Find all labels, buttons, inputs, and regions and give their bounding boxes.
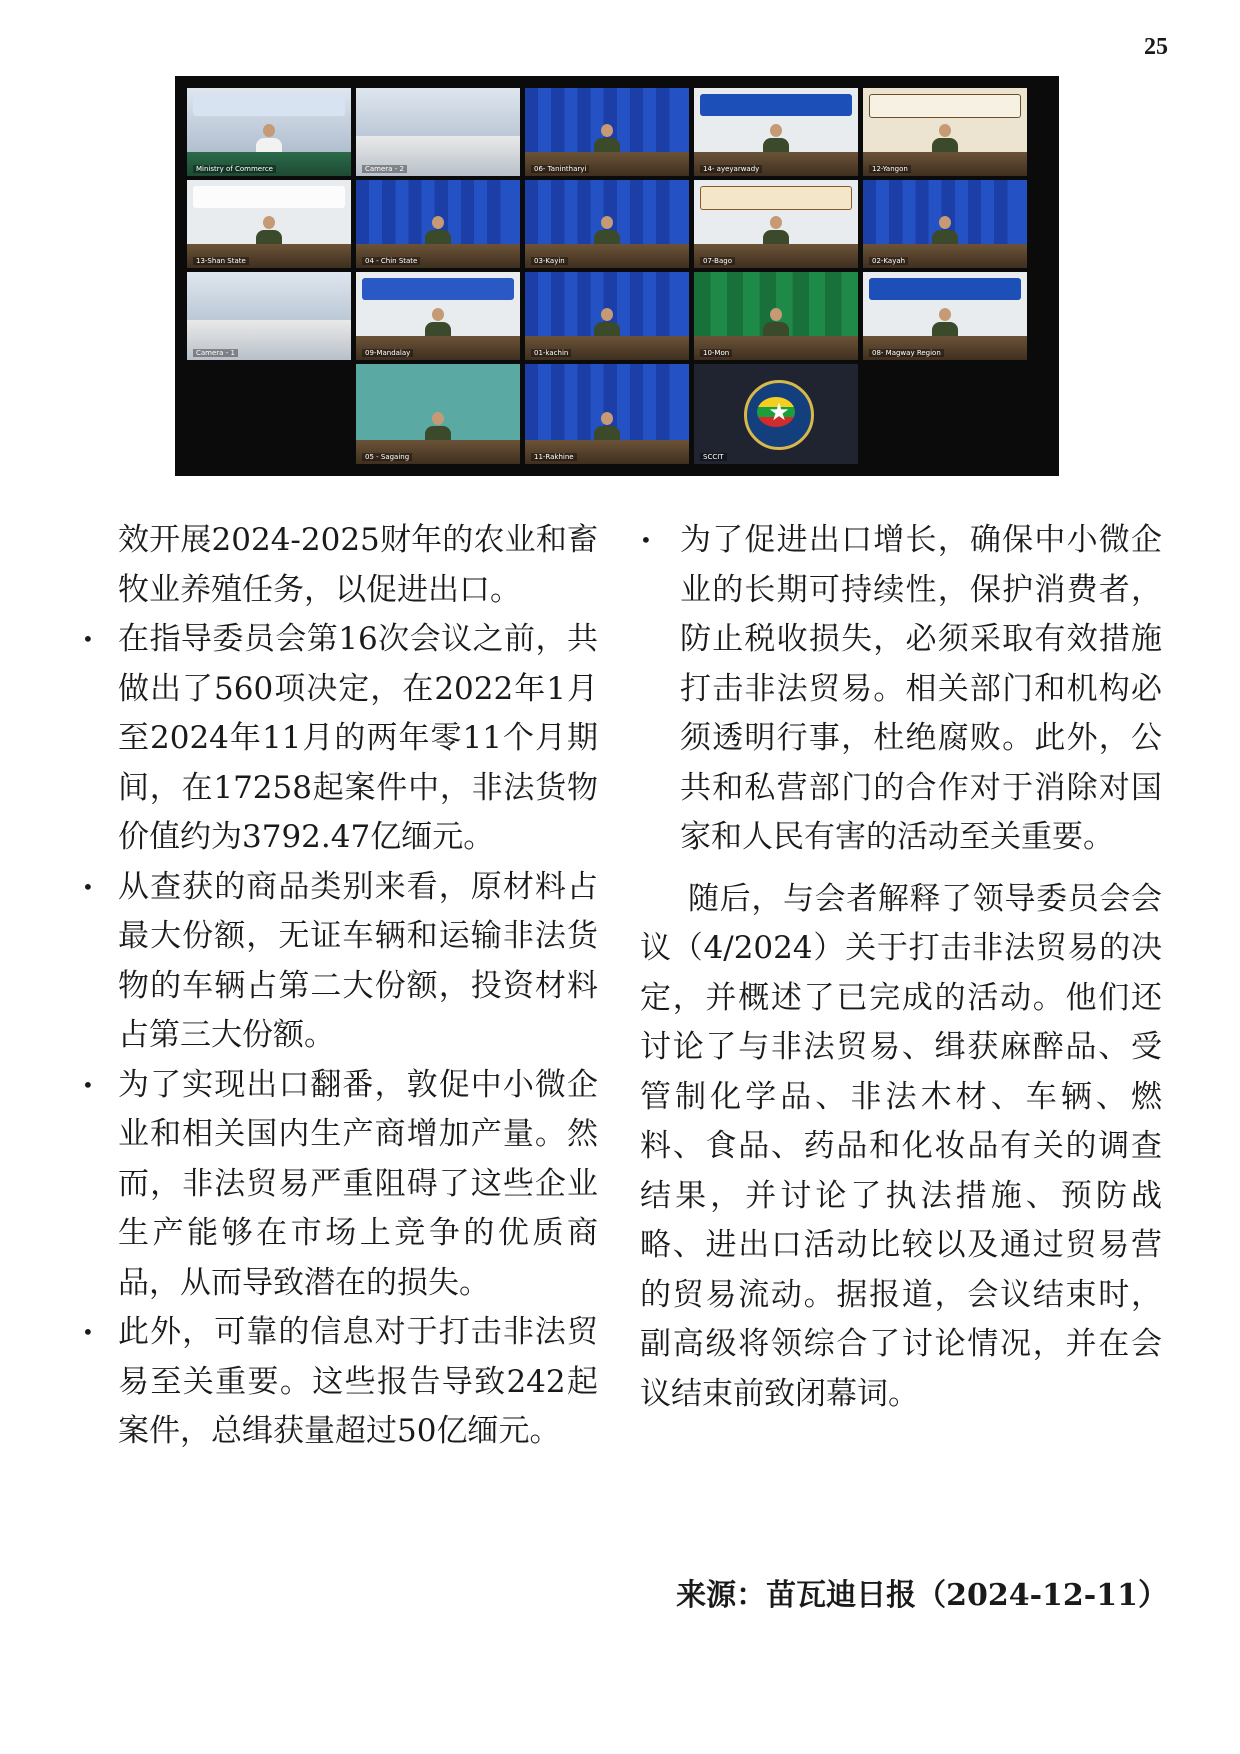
video-tile	[187, 272, 351, 360]
video-tile	[525, 364, 689, 464]
bullet-icon: •	[82, 1072, 94, 1097]
list-item-text: 在指导委员会第16次会议之前，共做出了560项决定，在2022年1月至2024年11月的两年零11个月期间，在17258起案件中，非法货物价值约为3792.47亿缅元。	[118, 621, 598, 855]
tile-caption: 04 - Chin State	[362, 257, 420, 265]
tile-caption: 06- Tanintharyi	[531, 165, 589, 173]
right-column	[640, 516, 1162, 1419]
list-item-text: 从查获的商品类别来看，原材料占最大份额，无证车辆和运输非法货物的车辆占第二大份额，投资材料占第三大份额。	[118, 868, 598, 1053]
video-tile	[694, 180, 858, 268]
tile-caption: 08- Magway Region	[869, 349, 944, 357]
left-column	[82, 516, 598, 1457]
bullet-icon: •	[82, 627, 94, 651]
sccit-emblem-icon: ★	[744, 380, 814, 450]
video-tile	[187, 180, 351, 268]
video-tile	[525, 272, 689, 360]
list-item	[82, 1308, 598, 1457]
tile-caption: 05 - Sagaing	[362, 453, 412, 461]
bullet-icon: •	[640, 528, 652, 552]
tile-caption: 09-Mandalay	[362, 349, 413, 357]
video-tile	[525, 88, 689, 176]
tile-caption: Camera - 1	[193, 349, 238, 357]
tile-caption: 03-Kayin	[531, 257, 568, 265]
list-item-text: 此外，可靠的信息对于打击非法贸易至关重要。这些报告导致242起案件，总缉获量超过50亿缅元。	[118, 1314, 598, 1449]
tile-banner	[531, 94, 683, 116]
bullet-icon: •	[82, 1320, 94, 1344]
list-item	[82, 615, 598, 863]
tile-caption: 14- ayeyarwady	[700, 165, 762, 173]
tile-banner	[700, 94, 852, 116]
tile-banner	[700, 186, 852, 210]
video-tile	[356, 272, 520, 360]
tile-caption: 01-kachin	[531, 349, 571, 357]
list-item	[82, 863, 598, 1061]
video-tile	[694, 272, 858, 360]
tile-banner	[869, 186, 1021, 208]
tile-banner	[700, 278, 852, 300]
list-item	[640, 516, 1162, 863]
video-conference-photo	[175, 76, 1059, 476]
tile-caption: Camera - 2	[362, 165, 407, 173]
video-tile	[356, 88, 520, 176]
bullet-list	[82, 615, 598, 1457]
tile-banner	[869, 278, 1021, 300]
tile-banner	[531, 186, 683, 208]
tile-caption: 02-Kayah	[869, 257, 908, 265]
tile-caption: 12-Yangon	[869, 165, 911, 173]
tile-caption: 10-Mon	[700, 349, 732, 357]
video-tile	[694, 364, 858, 464]
video-tile	[863, 272, 1027, 360]
bullet-list	[640, 516, 1162, 863]
tile-banner	[362, 278, 514, 300]
list-item	[82, 1061, 598, 1309]
continued-paragraph: 效开展2024-2025财年的农业和畜牧业养殖任务，以促进出口。	[118, 522, 598, 608]
source-credit: 来源：苗瓦迪日报（2024-12-11）	[676, 1578, 1168, 1613]
tile-banner	[193, 186, 345, 208]
tile-banner	[362, 186, 514, 208]
tile-caption: 11-Rakhine	[531, 453, 577, 461]
tile-caption: 07-Bago	[700, 257, 735, 265]
video-tile	[525, 180, 689, 268]
list-item-text: 为了实现出口翻番，敦促中小微企业和相关国内生产商增加产量。然而，非法贸易严重阻碍了这些企业生产能够在市场上竞争的优质商品，从而导致潜在的损失。	[118, 1066, 598, 1301]
video-tile	[863, 180, 1027, 268]
page-number: 25	[1144, 34, 1168, 60]
video-tile	[694, 88, 858, 176]
body-paragraph: 随后，与会者解释了领导委员会会议（4/2024）关于打击非法贸易的决定，并概述了已完成的活动。他们还讨论了与非法贸易、缉获麻醉品、受管制化学品、非法木材、车辆、燃料、食品、药品和化妆品有关的调查结果，并讨论了执法措施、预防战略、进出口活动比较以及通过贸易营的贸易流动。据报道，会议结束时，副高级将领综合了讨论情况，并在会议结束前致闭幕词。	[640, 880, 1162, 1412]
tile-banner	[193, 94, 345, 116]
tile-banner	[531, 278, 683, 300]
video-tile	[187, 88, 351, 176]
tile-banner	[362, 370, 514, 392]
tile-banner	[531, 370, 683, 392]
video-tile	[356, 180, 520, 268]
tile-banner	[869, 94, 1021, 118]
tile-caption: Ministry of Commerce	[193, 165, 276, 173]
video-tile	[356, 364, 520, 464]
video-tile	[863, 88, 1027, 176]
list-item-text: 为了促进出口增长，确保中小微企业的长期可持续性，保护消费者，防止税收损失，必须采取有效措施打击非法贸易。相关部门和机构必须透明行事，杜绝腐败。此外，公共和私营部门的合作对于消除对国家和人民有害的活动至关重要。	[680, 522, 1162, 855]
tile-caption: SCCIT	[700, 453, 727, 461]
tile-caption: 13-Shan State	[193, 257, 249, 265]
bullet-icon: •	[82, 874, 94, 899]
